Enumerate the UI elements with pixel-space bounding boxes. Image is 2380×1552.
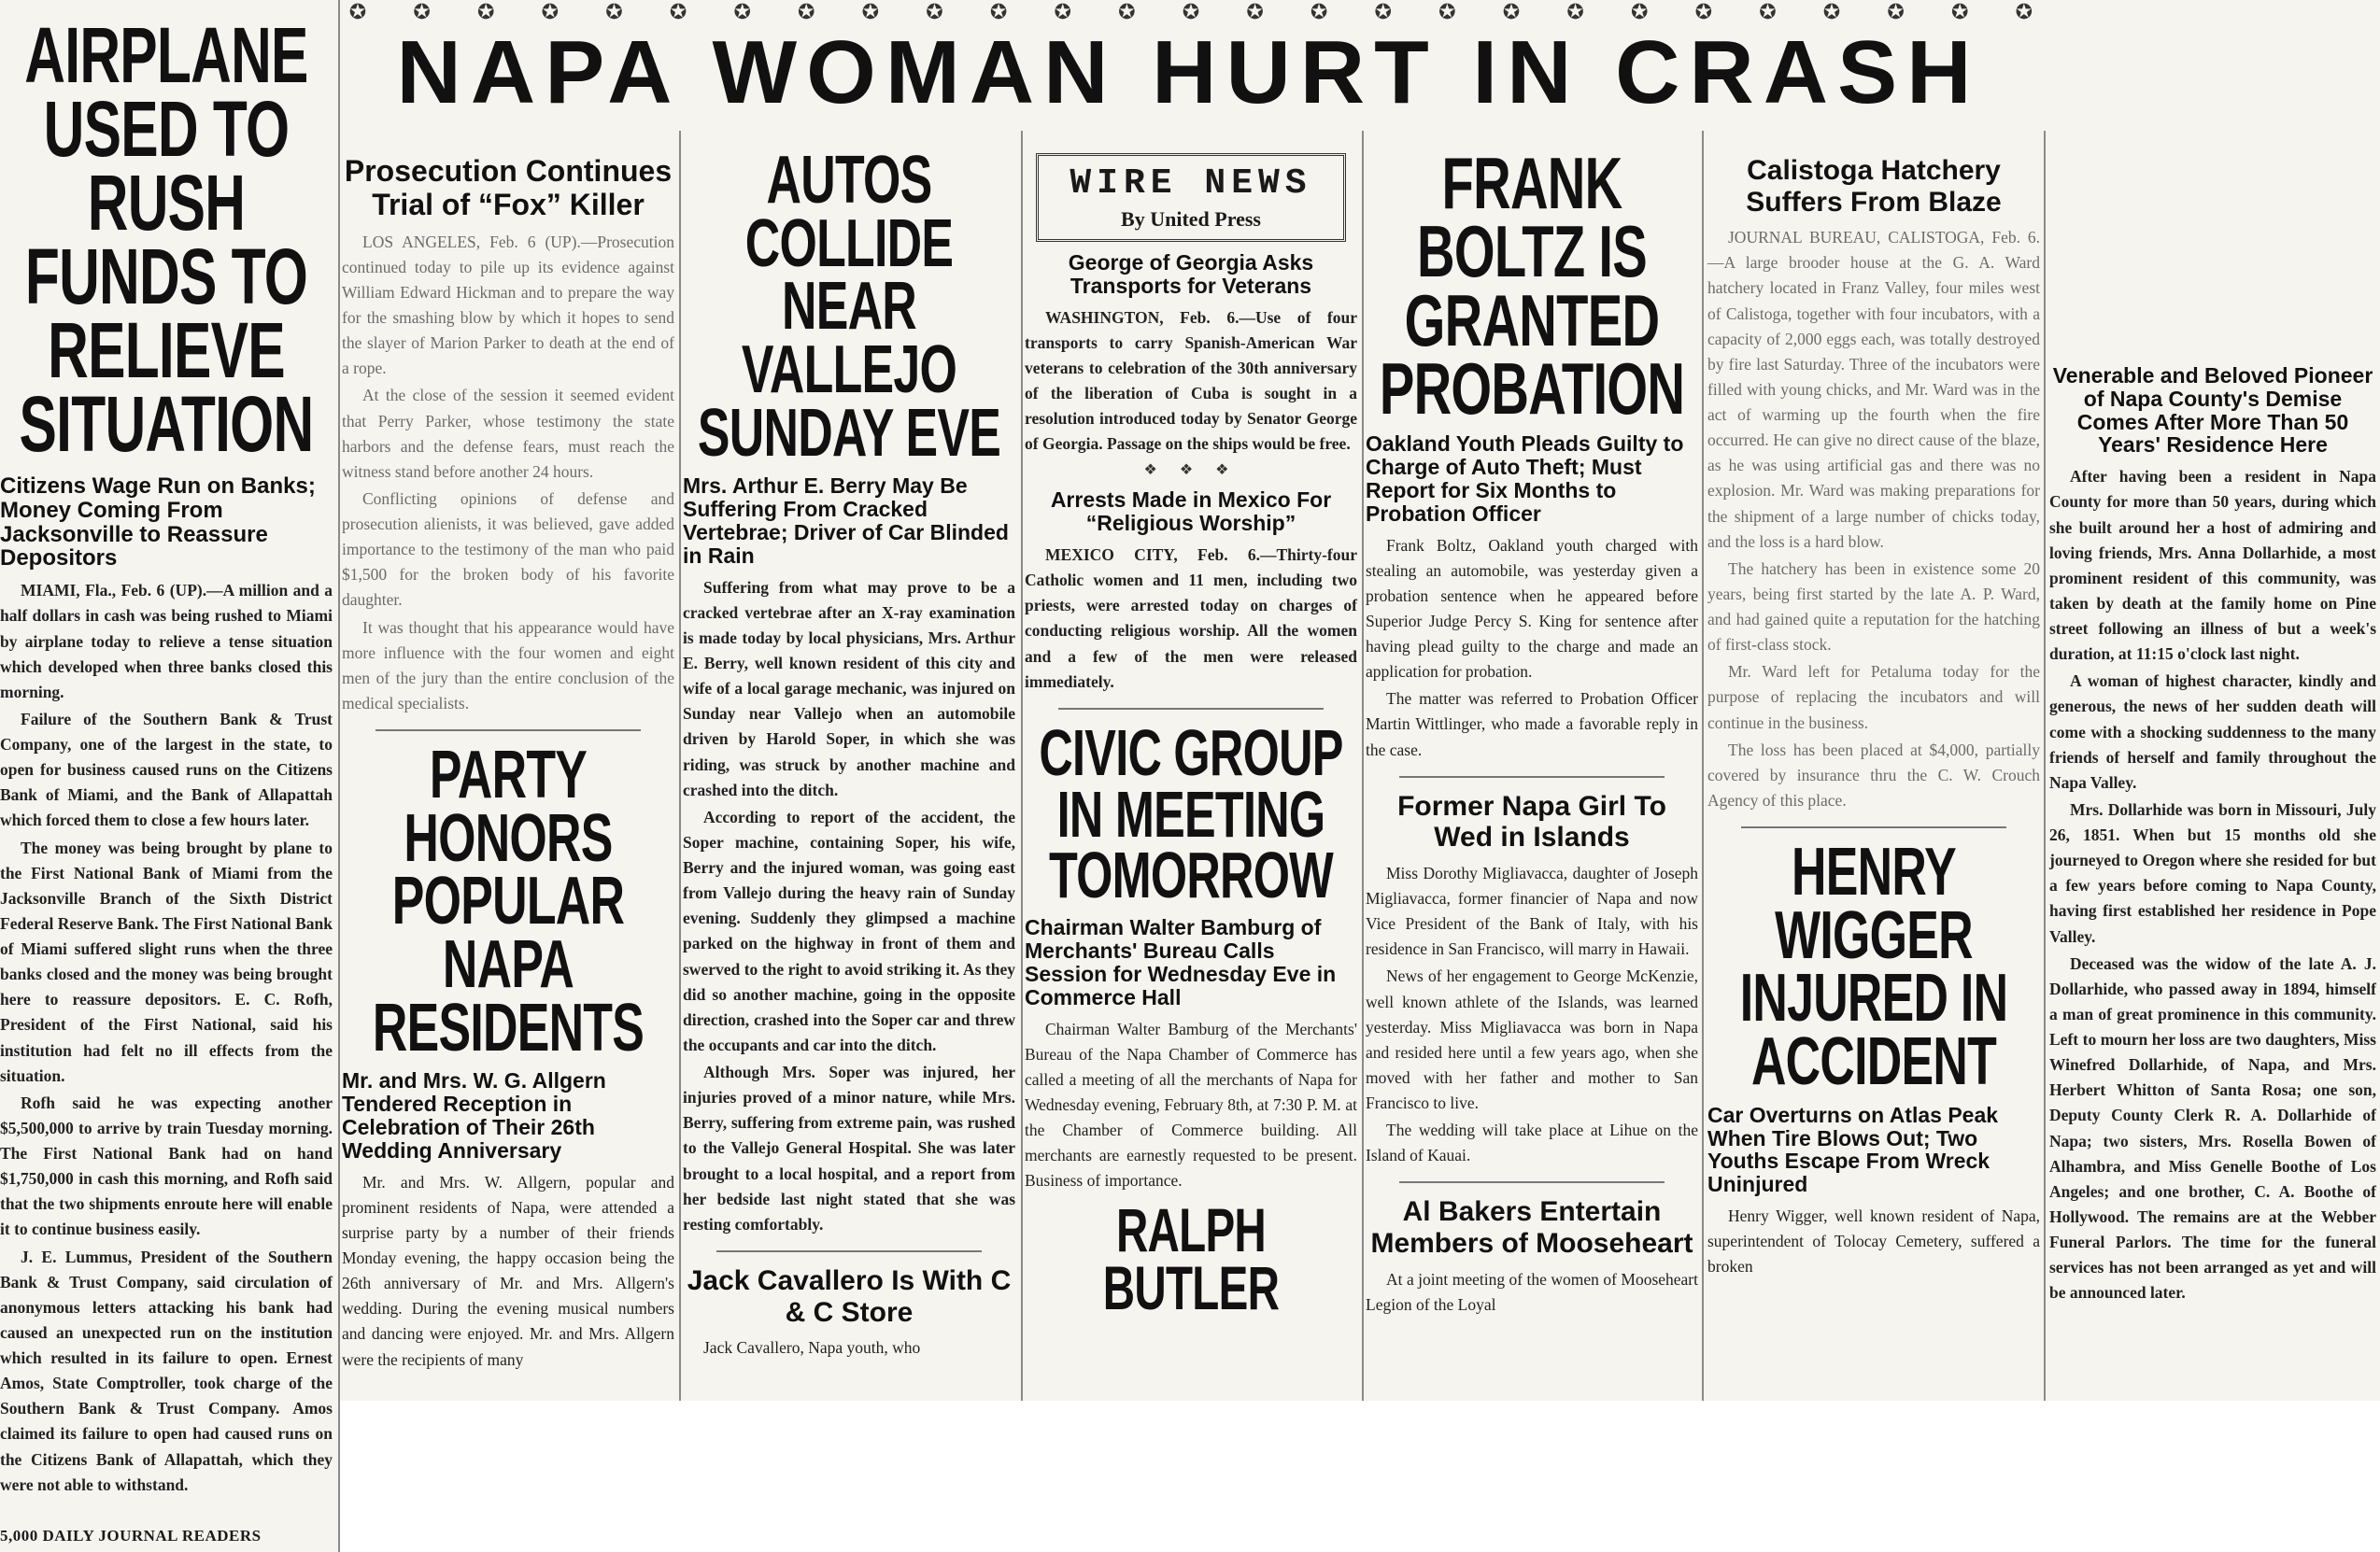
star-icon: ✪ <box>733 0 751 23</box>
column-3 <box>683 143 1015 1401</box>
henry-wigger-deck: Car Overturns on Atlas Peak When Tire Blows Out; Two Youths Escape From Wreck Uninjured <box>1707 1102 1999 1197</box>
column-rule <box>338 0 340 1552</box>
paragraph: The hatchery has been in existence some 20 years, being first started by the late A. P. Ward, and had gained quite a reputation for the hatching of first-class stock. <box>1707 558 2040 655</box>
mooseheart-headline: Al Bakers Entertain Members of Mooseheart <box>1370 1196 1693 1259</box>
civic-group-headline: CIVIC GROUP IN MEETING TOMORROW <box>1039 715 1343 912</box>
paragraph: MIAMI, Fla., Feb. 6 (UP).—A million and a half dollars in cash was being rushed to Miami by airplane today to relieve a tense situation which developed when three banks closed this morning. <box>0 581 333 701</box>
star-icon: ✪ <box>861 0 880 23</box>
star-icon: ✪ <box>1310 0 1328 23</box>
calistoga-hatchery-headline: Calistoga Hatchery Suffers From Blaze <box>1746 155 2002 218</box>
paragraph: At a joint meeting of the women of Mooseheart Legion of the Loyal <box>1366 1269 1698 1314</box>
ralph-butler-headline: RALPH BUTLER <box>1102 1195 1280 1323</box>
george-georgia-headline: George of Georgia Asks Transports for Veterans <box>1068 250 1314 298</box>
mexico-arrests-headline: Arrests Made in Mexico For “Religious Worship” <box>1050 487 1332 536</box>
clipped-headline-wrapper <box>1025 1195 1357 1323</box>
paragraph: News of her engagement to George McKenzie, well known athlete of the Islands, was learned yesterday. Miss Migliavacca was born in Napa and resided here until a few years ago, when she moved with her father and mother to San Francisco to live. <box>1366 966 1698 1112</box>
star-icon: ✪ <box>1630 0 1649 23</box>
story-divider <box>1399 776 1665 778</box>
george-georgia-body <box>1025 305 1357 458</box>
story-divider <box>716 1250 983 1252</box>
column-4 <box>1025 149 1357 1401</box>
autos-collide-headline: AUTOS COLLIDE NEAR VALLEJO SUNDAY EVE <box>697 143 1001 471</box>
henry-wigger-headline: HENRY WIGGER INJURED IN ACCIDENT <box>1739 835 2008 1100</box>
autos-collide-deck: Mrs. Arthur E. Berry May Be Suffering From Cracked Vertebrae; Driver of Car Blinded in Rain <box>683 473 1009 568</box>
star-icon: ✪ <box>1246 0 1264 23</box>
star-icon: ✪ <box>1566 0 1584 23</box>
frank-boltz-headline: FRANK BOLTZ IS GRANTED PROBATION <box>1379 142 1685 430</box>
paragraph: Chairman Walter Bamburg of the Merchants' Bureau of the Napa Chamber of Commerce has called a meeting of all the merchants of Napa for Wednesday evening, February 8th, at 7:30 P. M. at the Chamber of Commerce building. All merchants are earnestly requested to be present. Business of importance. <box>1025 1019 1357 1191</box>
paragraph: The money was being brought by plane to the First National Bank of Miami from the Jacksonville Branch of the Sixth District Federal Reserve Bank. The First National Bank of Miami suffered slight runs when the three banks closed and the money was being brought here to reassure depositors. E. C. Rofh, President of the First National, said his institution had felt no ill effects from the situation. <box>0 838 333 1085</box>
cavallero-body <box>683 1335 1015 1361</box>
paragraph: Conflicting opinions of defense and prosecution alienists, it was believed, gave added importance to the testimony of the man who paid $1,500 for the broken body of his favorite daughter. <box>342 488 674 610</box>
wire-news-box <box>1036 153 1346 242</box>
autos-collide-body <box>683 575 1015 1237</box>
column-5 <box>1366 142 1698 1401</box>
column-2 <box>342 149 674 1401</box>
star-icon: ✪ <box>1374 0 1392 23</box>
paragraph: Although Mrs. Soper was injured, her injuries proved of a minor nature, while Mrs. Berry, suffering from extreme pain, was rushed to the Vallejo General Hospital. She was later brought to a local hospital, and a report from her bedside last night stated that she was resting comfortably. <box>683 1063 1015 1234</box>
star-icon: ✪ <box>798 0 815 23</box>
paragraph: J. E. Lummus, President of the Southern Bank & Trust Company, said circulation of anonymous letters attacking his bank had caused an unexpected run on the institution which resulted in its failure to open. Ernest Amos, State Comptroller, took charge of the Southern Bank & Trust Company. Amos claimed its failure to open had caused runs on the Citizens Bank of Allapattah, which they were not able to withstand. <box>0 1247 333 1494</box>
story-divider <box>375 729 642 731</box>
airplane-funds-deck: Citizens Wage Run on Banks; Money Coming From Jacksonville to Reassure Depositors <box>0 473 316 571</box>
civic-group-body <box>1025 1017 1357 1194</box>
frank-boltz-body <box>1366 533 1698 763</box>
paragraph: The loss has been placed at $4,000, partially covered by insurance thru the C. W. Crouch Agency of this place. <box>1707 740 2040 810</box>
column-rule <box>1021 131 1023 1401</box>
story-divider <box>1741 826 2007 828</box>
star-icon: ✪ <box>605 0 623 23</box>
civic-group-deck: Chairman Walter Bamburg of Merchants' Bureau Calls Session for Wednesday Eve in Commerce Hall <box>1025 915 1337 1009</box>
column-rule <box>679 131 681 1401</box>
mexico-arrests-body <box>1025 543 1357 695</box>
ornament-divider: ❖ ❖ ❖ <box>1143 462 1239 479</box>
star-icon: ✪ <box>1502 0 1521 23</box>
banner-headline: NAPA WOMAN HURT IN CRASH <box>396 22 1981 122</box>
column-1 <box>0 11 333 1522</box>
paragraph: A woman of highest character, kindly and generous, the news of her sudden death will come with a shocking suddenness to the many friends of herself and family throughout the Napa Valley. <box>2049 671 2376 792</box>
paragraph: Rofh said he was expecting another $5,500,000 to arrive by train Tuesday morning. The First National Bank had on hand $1,750,000 in cash this morning, and Rofh said that the two shipments enroute here will enable it to continue business easily. <box>0 1093 333 1239</box>
airplane-funds-headline: AIRPLANE USED TO RUSH FUNDS TO RELIEVE SITUATION <box>19 11 314 468</box>
wire-news-byline: By United Press <box>1121 207 1261 231</box>
party-honors-headline: PARTY HONORS POPULAR NAPA RESIDENTS <box>372 738 645 1065</box>
mooseheart-body <box>1366 1267 1698 1318</box>
paragraph: Frank Boltz, Oakland youth charged with stealing an automobile, was yesterday given a probation sentence when he appeared before Superior Judge Percy S. King for sentence after having plead guilty to the charge and made an application for probation. <box>1366 535 1698 682</box>
paragraph: Henry Wigger, well known resident of Napa, superintendent of Tolocay Cemetery, suffered a broken <box>1707 1206 2040 1277</box>
paragraph: LOS ANGELES, Feb. 6 (UP).—Prosecution continued today to pile up its evidence against William Edward Hickman and to prepare the way for the smashing blow by which it hopes to send the slayer of Marion Parker to death at the end of a rope. <box>342 232 674 378</box>
column-rule <box>2044 131 2046 1401</box>
star-icon: ✪ <box>926 0 943 23</box>
column-rule <box>1702 131 1704 1401</box>
star-icon: ✪ <box>989 0 1008 23</box>
paragraph: Mr. Ward left for Petaluma today for the purpose of replacing the incubators and will continue in the business. <box>1707 662 2040 732</box>
paragraph: WASHINGTON, Feb. 6.—Use of four transports to carry Spanish-American War veterans to celebration of the 30th anniversary of the liberation of Cuba is sought in a resolution introduced today by Senator George of Georgia. Passage on the ships would be free. <box>1025 307 1357 454</box>
star-icon: ✪ <box>541 0 560 23</box>
paragraph: Suffering from what may prove to be a cracked vertebrae after an X-ray examination is made today by local physicians, Mrs. Arthur E. Berry, well known resident of this city and wife of a local garage mechanic, was injured on Sunday near Vallejo when an automobile driven by Harold Soper, in which she was riding, was struck by another machine and crashed into the ditch. <box>683 577 1015 799</box>
star-icon: ✪ <box>669 0 687 23</box>
star-icon: ✪ <box>348 0 367 23</box>
airplane-funds-body <box>0 578 333 1498</box>
star-icon: ✪ <box>1118 0 1136 23</box>
paragraph: MEXICO CITY, Feb. 6.—Thirty-four Catholic women and 11 men, including two priests, were arrested today on charges of conducting religious worship. All the women and a few of the men were released immediately. <box>1025 545 1357 691</box>
star-icon: ✪ <box>1694 0 1713 23</box>
readership-footer: 5,000 DAILY JOURNAL READERS <box>0 1527 262 1545</box>
paragraph: Deceased was the widow of the late A. J. Dollarhide, who passed away in 1894, himself a man of great prominence in this community. Left to mourn her loss are two daughters, Miss Winefred Dollarhide, of Napa, and Mrs. Herbert Whitton of Santa Rosa; one son, Deputy County Clerk R. A. Dollarhide of Napa; two sisters, Mrs. Rosella Bowen of Alhambra, and Miss Genelle Boothe of Los Angeles; and one brother, C. A. Boothe of Hollywood. The remains are at the Webber Funeral Parlors. The time for the funeral services has not been arranged as yet and will be announced later. <box>2049 953 2376 1303</box>
paragraph: The matter was referred to Probation Officer Martin Wittlinger, who made a favorable reply in the case. <box>1366 689 1698 759</box>
paragraph: Failure of the Southern Bank & Trust Company, one of the largest in the state, to open for business caused runs on the Citizens Bank of Miami, and the Bank of Allapattah which forced them to close a few hours later. <box>0 709 333 830</box>
paragraph: Mr. and Mrs. W. Allgern, popular and prominent residents of Napa, were attended a surprise party by a number of their friends Monday evening, the happy occasion being the 26th anniversary of Mr. and Mrs. Allgern's wedding. During the evening musical numbers and dancing were enjoyed. Mr. and Mrs. Allgern were the recipients of many <box>342 1172 674 1369</box>
column-rule <box>1362 131 1364 1401</box>
column-7 <box>2049 355 2376 1401</box>
star-icon: ✪ <box>1822 0 1841 23</box>
star-icon: ✪ <box>1054 0 1071 23</box>
column-6 <box>1707 149 2040 1401</box>
fox-killer-headline: Prosecution Continues Trial of “Fox” Killer <box>344 154 673 221</box>
cavallero-headline: Jack Cavallero Is With C & C Store <box>687 1264 1012 1328</box>
star-icon: ✪ <box>2015 0 2033 23</box>
frank-boltz-deck: Oakland Youth Pleads Guilty to Charge of Auto Theft; Must Report for Six Months to Probation Officer <box>1366 431 1684 526</box>
paragraph: It was thought that his appearance would have more influence with the four women and eight men of the jury than the entire conclusion of the medical specialists. <box>342 617 674 713</box>
paragraph: Mrs. Dollarhide was born in Missouri, July 26, 1851. When but 15 months old she journeyed to Oregon where she resided for but a few years before coming to Napa County, having first established her residence in Pope Valley. <box>2049 799 2376 946</box>
paragraph: JOURNAL BUREAU, CALISTOGA, Feb. 6.—A large brooder house at the G. A. Ward hatchery located in Franz Valley, four miles west of Calistoga, together with four incubators, with a capacity of 2,000 eggs each, was totally destroyed by fire last Saturday. Three of the incubators were filled with young chicks, and Mr. Ward was in the act of warming up the fourth when the fire occurred. He can give no direct cause of the blaze, as he was using artificial gas and there was no explosion. Mr. Ward was making preparations for the shipment of a large number of chicks today, and the loss is a hard blow. <box>1707 228 2040 551</box>
party-honors-body <box>342 1170 674 1373</box>
dollarhide-body <box>2049 464 2376 1305</box>
star-icon: ✪ <box>477 0 495 23</box>
star-icon: ✪ <box>1759 0 1777 23</box>
story-divider <box>1058 708 1325 710</box>
paragraph: After having been a resident in Napa County for more than 50 years, during which she built around her a host of admiring and loving friends, Mrs. Anna Dollarhide, a most prominent resident of this community, was taken by death at the family home on Pine street following an illness of but a week's duration, at 11:15 o'clock last night. <box>2049 467 2376 664</box>
former-napa-girl-headline: Former Napa Girl To Wed in Islands <box>1397 790 1666 854</box>
star-icon: ✪ <box>1951 0 1969 23</box>
star-icon: ✪ <box>1438 0 1456 23</box>
paragraph: At the close of the session it seemed evident that Perry Parker, whose testimony the state harbors and the defense fears, must reach the witness stand before another 24 hours. <box>342 386 674 481</box>
star-icon: ✪ <box>1182 0 1200 23</box>
former-napa-girl-body <box>1366 861 1698 1169</box>
star-ornament-row <box>346 0 2036 24</box>
henry-wigger-body <box>1707 1204 2040 1279</box>
dollarhide-deck: Venerable and Beloved Pioneer of Napa County's Demise Comes After More Than 50 Years' Residence Here <box>2052 363 2373 458</box>
story-divider <box>1399 1181 1665 1183</box>
paragraph: Jack Cavallero, Napa youth, who <box>703 1338 921 1358</box>
party-honors-deck: Mr. and Mrs. W. G. Allgern Tendered Reception in Celebration of Their 26th Wedding Anniversary <box>342 1068 606 1163</box>
calistoga-hatchery-body <box>1707 225 2040 813</box>
fox-killer-body <box>342 230 674 716</box>
star-icon: ✪ <box>413 0 431 23</box>
wire-news-title: WIRE NEWS <box>1070 163 1312 204</box>
star-icon: ✪ <box>1887 0 1905 23</box>
paragraph: According to report of the accident, the Soper machine, containing Soper, his wife, Berry and the injured woman, was going east from Vallejo during the heavy rain of Sunday evening. Suddenly they glimpsed a machine parked on the highway in front of them and swerved to the right to avoid striking it. As they did so another machine, going in the opposite direction, crashed into the Soper car and threw the occupants and car into the ditch. <box>683 807 1015 1054</box>
paragraph: Miss Dorothy Migliavacca, daughter of Joseph Migliavacca, former financier of Napa and now Vice President of the Bank of Italy, with his residence in San Francisco, will marry in Hawaii. <box>1366 863 1698 959</box>
paragraph: The wedding will take place at Lihue on the Island of Kauai. <box>1366 1121 1698 1165</box>
